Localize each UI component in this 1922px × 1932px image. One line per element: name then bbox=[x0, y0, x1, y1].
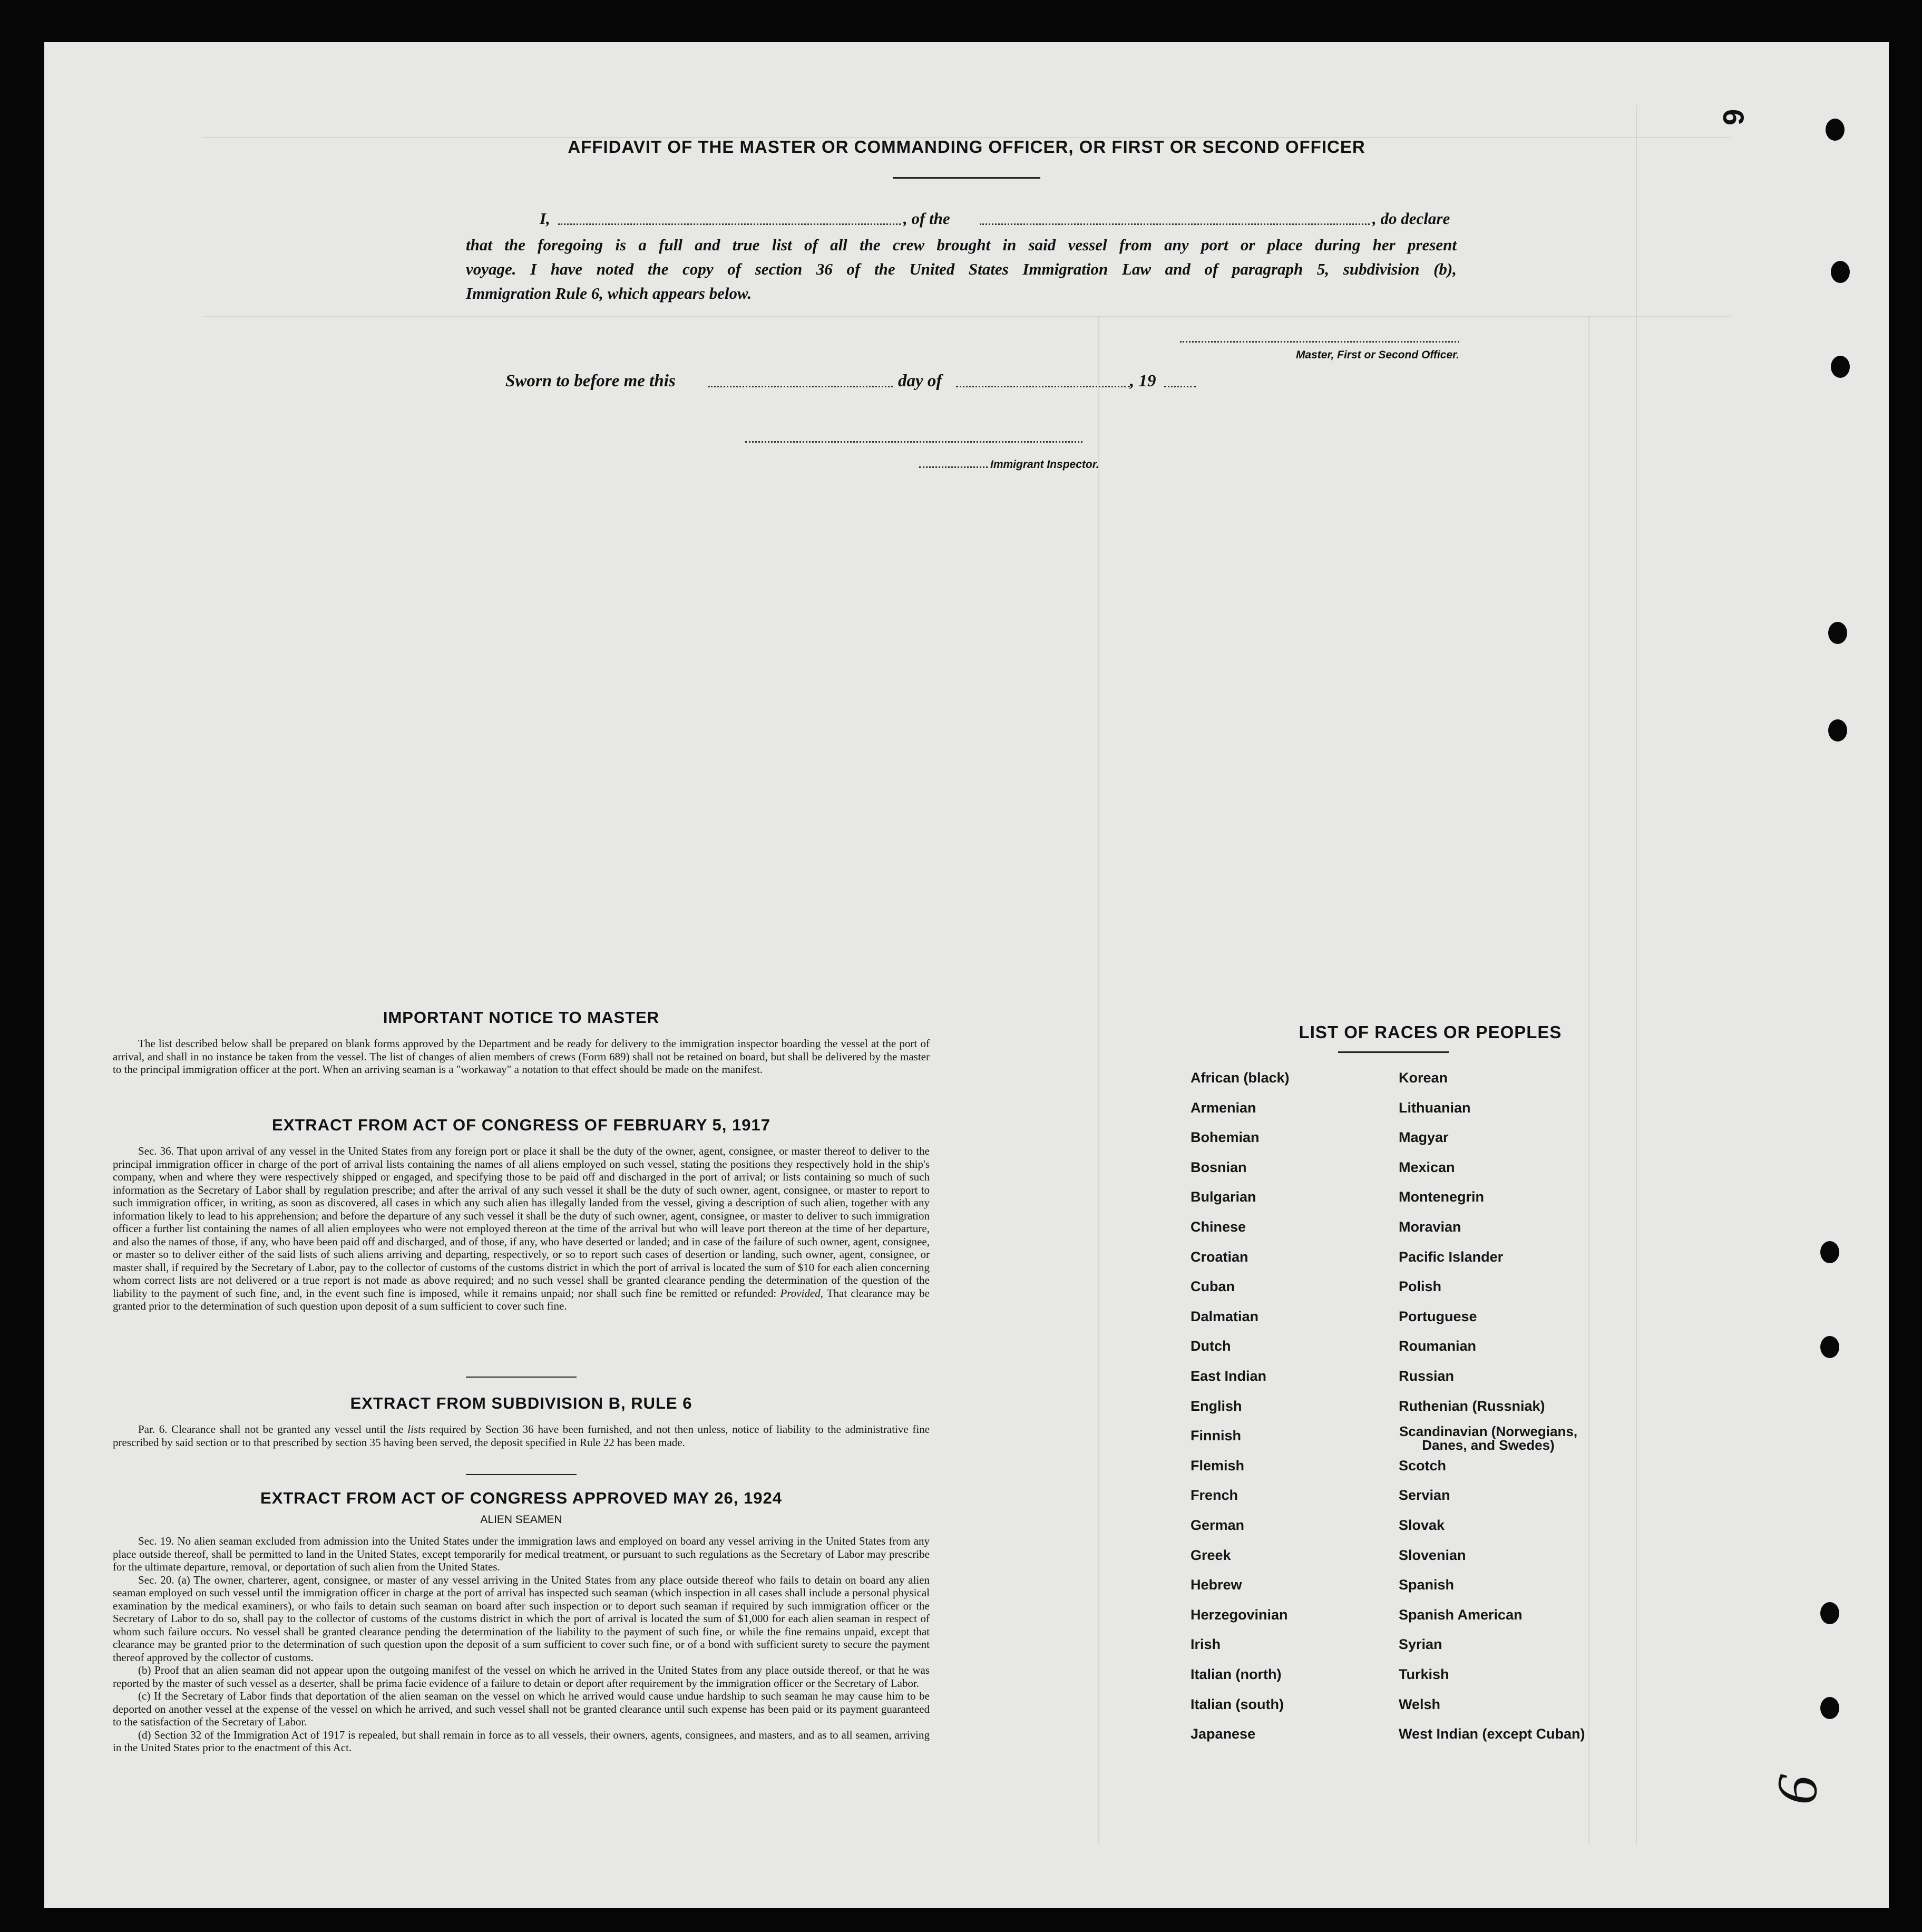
left-item: Japanese bbox=[1191, 1726, 1256, 1742]
punch-hole bbox=[1826, 119, 1845, 141]
punch-hole bbox=[1828, 719, 1847, 741]
bleed-through-line bbox=[1636, 105, 1637, 1845]
handwritten-page-number: 9 bbox=[1764, 1771, 1832, 1806]
section-divider bbox=[466, 1474, 577, 1475]
sec-20b-paragraph: (b) Proof that an alien seaman did not appear upon the outgoing manifest of the vessel on which he arrived in the United States from any place outside thereof, or that he was reported by the master of such vessel as a deserter, shall be prima facie evidence of a failure to detain or deport after requirement by the immigration officer or the Secretary of Labor. bbox=[113, 1664, 930, 1690]
right-item: Portuguese bbox=[1399, 1308, 1477, 1324]
inspector-dots bbox=[919, 466, 988, 468]
left-item: Bosnian bbox=[1191, 1159, 1247, 1175]
affidavit-line-2: that the foregoing is a full and true list of all the crew brought in said vessel from any port or place during her present bbox=[466, 236, 1457, 254]
affidavit-i: I, bbox=[540, 209, 550, 228]
left-item: East Indian bbox=[1191, 1368, 1267, 1384]
right-item: Slovenian bbox=[1399, 1547, 1466, 1563]
title-underline bbox=[893, 177, 1040, 179]
races-title-underline bbox=[1338, 1051, 1449, 1053]
left-item: Armenian bbox=[1191, 1099, 1256, 1116]
punch-hole bbox=[1820, 1697, 1839, 1719]
punch-hole bbox=[1820, 1241, 1839, 1263]
punch-hole bbox=[1820, 1602, 1839, 1624]
right-item: Syrian bbox=[1399, 1636, 1442, 1653]
left-item: German bbox=[1191, 1517, 1245, 1533]
extract-1924-subtitle: ALIEN SEAMEN bbox=[480, 1514, 562, 1526]
proviso-rest: That clearance may be granted prior to the determination of such question upon deposit of a sum sufficient to cover such fine. bbox=[113, 1286, 930, 1312]
right-item: Ruthenian (Russniak) bbox=[1399, 1398, 1545, 1414]
rule6-lists-word: lists bbox=[407, 1423, 426, 1436]
left-item: Bohemian bbox=[1191, 1129, 1260, 1146]
right-item: Welsh bbox=[1399, 1696, 1441, 1712]
punch-hole bbox=[1820, 1336, 1839, 1358]
affidavit-line-3: voyage. I have noted the copy of section 36 of the United States Immigration Law and of paragraph 5, subdivision (b), bbox=[466, 260, 1457, 278]
right-item: Roumanian bbox=[1399, 1338, 1477, 1354]
year-blank bbox=[1164, 386, 1196, 387]
corner-handwritten-mark: 6 bbox=[1717, 109, 1751, 126]
left-item: Flemish bbox=[1191, 1457, 1245, 1474]
right-item: Lithuanian bbox=[1399, 1099, 1471, 1116]
affidavit-title: AFFIDAVIT OF THE MASTER OR COMMANDING OFFICER, OR FIRST OR SECOND OFFICER bbox=[568, 137, 1365, 157]
section-divider bbox=[466, 1377, 577, 1378]
rule6-text-2: required by Section 36 have been furnished, and not then unless, notice of liability to the administrative fine prescribed by said section or to that prescribed by section 35 having been served, the deposit specified in Rule 22 has been made. bbox=[113, 1423, 930, 1449]
extract-1917-paragraph: Sec. 36. That upon arrival of any vessel in the United States from any foreign port or place it shall be the duty of the owner, agent, consignee, or master thereof to deliver to the principal immigration officer in charge of the port of arrival lists containing the names of all aliens employed on such vessel, stating the positions they respectively hold in the ship's company, when and where they were respectively shipped or engaged, and specifying those to be paid off and discharged in the port of arrival; or lists containing so much of such information as the Secretary of Labor shall by regulation prescribe; and after the arrival of any such vessel it shall be the duty of such owner, agent, consignee, or master to report to such immigration officer, in writing, as soon as discovered, all cases in which any such alien has illegally landed from the vessel, giving a description of such alien, together with any information likely to lead to his apprehension; and before the departure of any such vessel it shall be the duty of such owner, agent, consignee, or master to deliver to such immigration officer a further list containing the names of all alien employees who were not employed thereon at the time of the arrival but who will leave port thereon at the time of her departure, and also the names of those, if any, who have been paid off and discharged, and of those, if any, who have deserted or landed; and in case of the failure of such owner, agent, consignee, or master so to deliver either of the said lists of such aliens arriving and departing, respectively, or so to report such cases of desertion or landing, such owner, agent, consignee, or master shall, if required by the Secretary of Labor, pay to the collector of customs of the customs district in which the port of arrival is located the sum of $10 for each alien concerning whom correct lists are not delivered or a true report is not made as above required; and no such vessel shall be granted clearance pending the determination of the question of the liability to the payment of such fine, and, in the event such fine is imposed, while it remains unpaid; nor shall such fine be remitted or refunded: bbox=[113, 1145, 930, 1300]
left-item: Dalmatian bbox=[1191, 1308, 1259, 1324]
notice-paragraph: The list described below shall be prepared on blank forms approved by the Department and be ready for delivery to the immigration inspector boarding the vessel at the port of arrival, and shall in no instance be taken from the vessel. The list of changes of alien members of crews (Form 689) shall not be retained on board, but shall be delivered by the master to the principal immigration officer at the port. When an arriving seaman is a "workaway" a notation to that effect should be made on the manifest. bbox=[113, 1037, 930, 1076]
punch-hole bbox=[1831, 261, 1850, 283]
document-page bbox=[44, 42, 1889, 1908]
left-item: Greek bbox=[1191, 1547, 1231, 1563]
left-item: English bbox=[1191, 1398, 1242, 1414]
right-item: Scandinavian (Norwegians, Danes, and Swedes) bbox=[1399, 1423, 1578, 1453]
rule6-text-1: Par. 6. Clearance shall not be granted any vessel until the bbox=[138, 1423, 404, 1436]
month-blank bbox=[956, 386, 1130, 387]
left-item: African (black) bbox=[1191, 1070, 1290, 1086]
right-item: Korean bbox=[1399, 1070, 1448, 1086]
name-blank bbox=[558, 223, 901, 225]
left-item: Hebrew bbox=[1191, 1577, 1242, 1593]
affidavit-of-the: , of the bbox=[903, 209, 950, 228]
left-item: Italian (south) bbox=[1191, 1696, 1284, 1712]
inspector-signature-blank bbox=[745, 441, 1082, 443]
inspector-label: Immigrant Inspector. bbox=[990, 458, 1099, 471]
left-item: French bbox=[1191, 1487, 1238, 1504]
notice-body bbox=[113, 1037, 930, 1076]
right-item: West Indian (except Cuban) bbox=[1399, 1726, 1585, 1742]
left-item: Croatian bbox=[1191, 1248, 1248, 1265]
left-item: Herzegovinian bbox=[1191, 1606, 1288, 1623]
left-item: Dutch bbox=[1191, 1338, 1231, 1354]
bleed-through-line bbox=[202, 316, 1731, 317]
left-item: Italian (north) bbox=[1191, 1666, 1282, 1682]
extract-rule6-title: EXTRACT FROM SUBDIVISION B, RULE 6 bbox=[350, 1394, 692, 1412]
bleed-through-line bbox=[1098, 316, 1099, 1845]
signature-label: Master, First or Second Officer. bbox=[1295, 349, 1459, 361]
right-item: Russian bbox=[1399, 1368, 1455, 1384]
extract-rule6-body bbox=[113, 1423, 930, 1449]
right-item: Magyar bbox=[1399, 1129, 1449, 1146]
left-item: Cuban bbox=[1191, 1279, 1235, 1295]
left-item: Irish bbox=[1191, 1636, 1221, 1653]
right-item: Spanish bbox=[1399, 1577, 1455, 1593]
left-item: Chinese bbox=[1191, 1219, 1246, 1235]
right-item: Scotch bbox=[1399, 1457, 1447, 1474]
extract-1917-body bbox=[113, 1145, 930, 1313]
right-item: Mexican bbox=[1399, 1159, 1455, 1175]
sec-20d-paragraph: (d) Section 32 of the Immigration Act of 1917 is repealed, but shall remain in force as to all vessels, their owners, agents, consignees, and masters, and as to all seamen, arriving in the United States prior to the enactment of this Act. bbox=[113, 1728, 930, 1754]
affidavit-line-4: Immigration Rule 6, which appears below. bbox=[466, 284, 752, 303]
sworn-text: Sworn to before me this bbox=[505, 372, 676, 391]
proviso-word: Provided, bbox=[780, 1286, 823, 1300]
races-title: LIST OF RACES OR PEOPLES bbox=[1299, 1022, 1562, 1042]
left-item: Finnish bbox=[1191, 1428, 1241, 1444]
extract-1917-title: EXTRACT FROM ACT OF CONGRESS OF FEBRUARY 5, 1917 bbox=[272, 1116, 770, 1134]
sworn-year: , 19 bbox=[1130, 372, 1156, 391]
right-item: Montenegrin bbox=[1399, 1189, 1484, 1205]
sec-19-paragraph: Sec. 19. No alien seaman excluded from admission into the United States under the immigration laws and employed on board any vessel arriving in the United States from any place outside thereof, shall be permitted to land in the United States, except temporarily for medical treatment, or pursuant to such regulations as the Secretary of Labor may prescribe for the ultimate departure, removal, or deportation of such alien from the United States. bbox=[113, 1535, 930, 1573]
day-blank bbox=[708, 386, 893, 387]
sworn-day-of: day of bbox=[898, 372, 942, 391]
left-item: Bulgarian bbox=[1191, 1189, 1256, 1205]
notice-title: IMPORTANT NOTICE TO MASTER bbox=[383, 1008, 660, 1027]
sec-20a-paragraph: Sec. 20. (a) The owner, charterer, agent, consignee, or master of any vessel arriving in the United States from any place outside thereof who fails to detain on board any alien seaman employed on such vessel until the immigration officer in charge at the port of arrival has inspected such seaman (which inspection in all cases shall include a personal physical examination by the medical examiners), or who fails to detain such seaman on board after such inspection or to deport such seaman if required by such immigration officer or the Secretary of Labor to do so, shall pay to the collector of customs of the customs district in which the port of arrival is located the sum of $1,000 for each alien seaman in respect of whom such failure occurs. No vessel shall be granted clearance pending the determination of the liability to the payment of such fine, or while the fine remains unpaid, except that clearance may be granted prior to the determination of such question upon the deposit of a sum sufficient to cover such fine, or of a bond with sufficient surety to secure the payment thereof approved by the collector of customs. bbox=[113, 1573, 930, 1664]
right-item: Slovak bbox=[1399, 1517, 1445, 1533]
right-item: Turkish bbox=[1399, 1666, 1449, 1682]
sec-20c-paragraph: (c) If the Secretary of Labor finds that deportation of the alien seaman on the vessel on which he arrived would cause undue hardship to such seaman he may cause him to be deported on another vessel at the expense of the vessel on which he arrived, and such vessel shall not be granted clearance until such expense has been paid or its payment guaranteed to the satisfaction of the Secretary of Labor. bbox=[113, 1690, 930, 1728]
right-item: Polish bbox=[1399, 1279, 1442, 1295]
right-item: Pacific Islander bbox=[1399, 1248, 1504, 1265]
right-item: Servian bbox=[1399, 1487, 1450, 1504]
vessel-blank bbox=[980, 223, 1370, 225]
signature-blank bbox=[1180, 341, 1459, 343]
extract-1924-body bbox=[113, 1535, 930, 1754]
right-item: Spanish American bbox=[1399, 1606, 1523, 1623]
affidavit-declare: , do declare bbox=[1372, 209, 1450, 228]
punch-hole bbox=[1831, 356, 1850, 378]
punch-hole bbox=[1828, 622, 1847, 644]
right-item: Moravian bbox=[1399, 1219, 1461, 1235]
extract-1924-title: EXTRACT FROM ACT OF CONGRESS APPROVED MAY 26, 1924 bbox=[260, 1489, 782, 1507]
